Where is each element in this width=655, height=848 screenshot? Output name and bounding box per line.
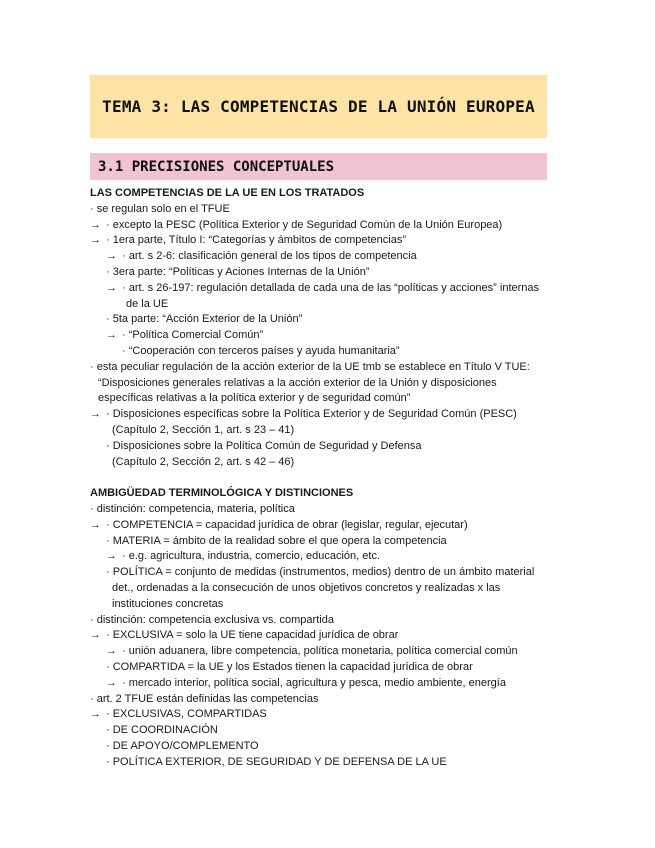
note-line bbox=[90, 534, 570, 550]
note-text: · Disposiciones sobre la Política Común de Seguridad y Defensa bbox=[106, 439, 422, 452]
note-line bbox=[90, 376, 570, 392]
note-text: · EXCLUSIVA = solo la UE tiene capacidad jurídica de obrar bbox=[106, 629, 399, 642]
note-line bbox=[90, 391, 570, 407]
note-text: · esta peculiar regulación de la acción exterior de la UE tmb se establece en Título V TUE: bbox=[90, 360, 530, 373]
note-text: · COMPETENCIA = capacidad jurídica de obrar (legislar, regular, ejecutar) bbox=[106, 518, 468, 531]
note-line bbox=[90, 565, 570, 581]
note-text: · art. s 26-197: regulación detallada de cada una de las “políticas y acciones” internas bbox=[122, 281, 540, 294]
note-text: · 1era parte, Título I: “Categorías y ámbitos de competencias” bbox=[106, 234, 406, 247]
arrow-right-icon: → bbox=[106, 676, 117, 689]
note-line bbox=[90, 455, 570, 471]
note-line bbox=[90, 692, 570, 708]
note-line bbox=[90, 597, 570, 613]
arrow-right-icon: → bbox=[106, 329, 117, 342]
arrow-right-icon: → bbox=[90, 234, 101, 247]
note-text: · se regulan solo en el TFUE bbox=[90, 202, 230, 215]
note-line bbox=[90, 439, 570, 455]
note-line bbox=[90, 423, 570, 439]
note-line bbox=[90, 707, 570, 723]
note-text: · POLÍTICA EXTERIOR, DE SEGURIDAD Y DE DEFENSA DE LA UE bbox=[106, 755, 447, 768]
note-line bbox=[90, 644, 570, 660]
note-line bbox=[90, 676, 570, 692]
note-text: instituciones concretas bbox=[112, 597, 224, 610]
note-line bbox=[90, 328, 570, 344]
note-text: (Capítulo 2, Sección 2, art. s 42 – 46) bbox=[112, 455, 295, 468]
note-text: (Capítulo 2, Sección 1, art. s 23 – 41) bbox=[112, 423, 295, 436]
note-text: · DE APOYO/COMPLEMENTO bbox=[106, 739, 259, 752]
arrow-right-icon: → bbox=[90, 518, 101, 531]
note-line bbox=[90, 407, 570, 423]
note-line bbox=[90, 265, 570, 281]
arrow-right-icon: → bbox=[90, 629, 101, 642]
arrow-right-icon: → bbox=[106, 281, 117, 294]
section-header-bar bbox=[90, 153, 547, 180]
page-title: TEMA 3: LAS COMPETENCIAS DE LA UNIÓN EUROPEA bbox=[102, 97, 535, 116]
note-line bbox=[90, 723, 570, 739]
arrow-right-icon: → bbox=[106, 550, 117, 563]
note-text: · mercado interior, política social, agricultura y pesca, medio ambiente, energía bbox=[122, 676, 506, 689]
note-line bbox=[90, 660, 570, 676]
section-heading bbox=[90, 486, 570, 502]
note-text: AMBIGÜEDAD TERMINOLÓGICA Y DISTINCIONES bbox=[90, 487, 354, 500]
note-text: LAS COMPETENCIAS DE LA UE EN LOS TRATADOS bbox=[90, 187, 365, 199]
note-text: · 3era parte: “Políticas y Aciones Internas de la Unión” bbox=[106, 265, 370, 278]
note-text: · “Política Comercial Común” bbox=[122, 329, 264, 342]
note-line bbox=[90, 281, 570, 297]
note-line bbox=[90, 628, 570, 644]
arrow-right-icon: → bbox=[90, 218, 101, 231]
note-text: · COMPARTIDA = la UE y los Estados tienen la capacidad jurídica de obrar bbox=[106, 660, 473, 673]
note-line bbox=[90, 502, 570, 518]
note-line bbox=[90, 202, 570, 218]
note-line bbox=[90, 755, 570, 771]
note-text: · Disposiciones específicas sobre la Política Exterior y de Seguridad Común (PESC) bbox=[106, 408, 517, 421]
note-text: · “Cooperación con terceros países y ayuda humanitaria” bbox=[122, 344, 400, 357]
arrow-right-icon: → bbox=[90, 408, 101, 421]
note-text: · 5ta parte: “Acción Exterior de la Unión” bbox=[106, 313, 303, 326]
section-title: 3.1 PRECISIONES CONCEPTUALES bbox=[98, 158, 335, 175]
note-line bbox=[90, 312, 570, 328]
note-text: “Disposiciones generales relativas a la acción exterior de la Unión y disposiciones bbox=[98, 376, 497, 389]
arrow-right-icon: → bbox=[106, 645, 117, 658]
note-line bbox=[90, 518, 570, 534]
note-line bbox=[90, 249, 570, 265]
note-text: específicas relativas a la política exterior y de seguridad común” bbox=[98, 392, 411, 405]
note-line bbox=[90, 581, 570, 597]
note-text: · MATERIA = ámbito de la realidad sobre el que opera la competencia bbox=[106, 534, 447, 547]
note-text: · distinción: competencia exclusiva vs. compartida bbox=[90, 613, 334, 626]
notes-body bbox=[90, 186, 570, 770]
blank-line bbox=[90, 470, 570, 486]
note-line bbox=[90, 344, 570, 360]
note-text: · art. s 2-6: clasificación general de los tipos de competencia bbox=[122, 250, 417, 263]
note-text: det., ordenadas a la consecución de unos objetivos concretos y realizadas x las bbox=[112, 581, 501, 594]
title-banner bbox=[90, 75, 547, 138]
note-text: · distinción: competencia, materia, política bbox=[90, 502, 295, 515]
note-text: · EXCLUSIVAS, COMPARTIDAS bbox=[106, 708, 267, 721]
note-line bbox=[90, 218, 570, 234]
note-text: de la UE bbox=[126, 297, 169, 310]
note-text: · e.g. agricultura, industria, comercio, educación, etc. bbox=[122, 550, 381, 563]
note-text: · excepto la PESC (Política Exterior y de Seguridad Común de la Unión Europea) bbox=[106, 218, 503, 231]
note-text: · unión aduanera, libre competencia, política monetaria, política comercial común bbox=[122, 645, 518, 658]
note-text: · art. 2 TFUE están definidas las competencias bbox=[90, 692, 319, 705]
note-line bbox=[90, 549, 570, 565]
note-line bbox=[90, 297, 570, 313]
note-line bbox=[90, 233, 570, 249]
section-heading bbox=[90, 186, 570, 202]
note-line bbox=[90, 739, 570, 755]
note-text: · POLÍTICA = conjunto de medidas (instrumentos, medios) dentro de un ámbito material bbox=[106, 566, 535, 579]
arrow-right-icon: → bbox=[90, 708, 101, 721]
note-line bbox=[90, 613, 570, 629]
note-line bbox=[90, 360, 570, 376]
arrow-right-icon: → bbox=[106, 250, 117, 263]
note-text: · DE COORDINACIÓN bbox=[106, 724, 218, 737]
